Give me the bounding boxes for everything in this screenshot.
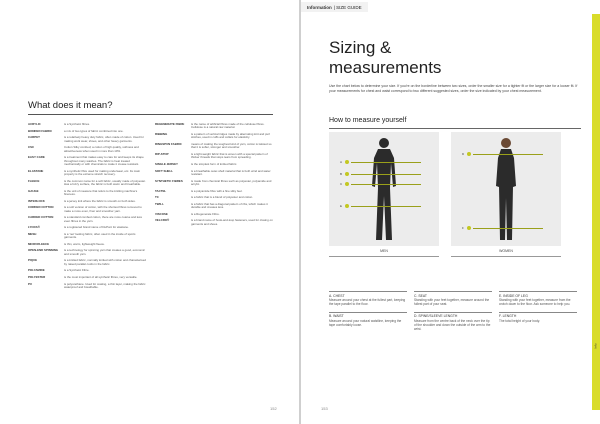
glossary-definition: is a soft version of cotton, with the shortest fibres removed to make a more even, finer and smoother yarn. xyxy=(64,205,142,213)
measure-description: Measure around your natural waistline, keeping the tape comfortably loose. xyxy=(329,318,402,327)
side-tab xyxy=(592,14,600,410)
glossary-entry xyxy=(155,163,273,166)
measure-rule xyxy=(414,291,492,292)
glossary-term: CARDED COTTON xyxy=(28,215,54,220)
measure-line-c xyxy=(351,184,421,185)
glossary-definition: is a fabric that has a diagonal pattern of ribs, which makes it durable and creases less. xyxy=(191,201,268,210)
glossary-term: PIQUE xyxy=(28,258,37,263)
glossary-definition: is a synthetic fibre used for making underwear, etc. Its main property is the extreme stretch recovery. xyxy=(64,168,140,176)
measure-item xyxy=(414,312,492,331)
glossary-term: ELASTANE xyxy=(28,168,44,173)
measure-rule xyxy=(414,312,492,313)
glossary-entry xyxy=(155,170,273,177)
glossary-entry xyxy=(28,243,146,246)
header-section: Information xyxy=(307,4,332,10)
glossary-definition: is a treatment that makes easy to care for and keeps its shape throughout many washes. The fabric is heat treated mechanically or with chemicals to make it crease resistant. xyxy=(64,155,144,166)
section-subtitle: How to measure yourself xyxy=(329,117,407,124)
glossary-entry xyxy=(28,259,146,266)
glossary-definition: is polyurethane. Used for coating, a thin layer, making the fabric waterproof and breathable. xyxy=(64,281,146,289)
measure-rule xyxy=(329,291,407,292)
glossary-entry xyxy=(155,180,273,187)
glossary-entry xyxy=(28,130,146,133)
man-silhouette xyxy=(369,136,399,244)
glossary-definition: is a Synthetic Fibre. xyxy=(64,268,90,273)
glossary-definition: is a Synthetic fibres. xyxy=(64,122,90,126)
marker-label-b: B xyxy=(340,172,343,176)
marker-a xyxy=(345,160,349,164)
glossary-term: GAUGE xyxy=(28,188,39,193)
page-number-right: 153 xyxy=(321,406,328,411)
marker-d xyxy=(467,152,471,156)
intro-text: Use the chart below to determine your size. If you're on the borderline between two sizes, order the smaller size for a tighter fit or the larger size for a looser fit. If your measurements for chest and waist correspond to two different suggested sizes, order the size indicated by your chest measurement. xyxy=(329,84,578,93)
glossary-term: INTERLOCK xyxy=(28,198,45,203)
measure-rule xyxy=(499,312,577,313)
glossary-definition: Cotton Silky combed; a cotton of high quality, softness and attractiveness when used in more than 10%. xyxy=(64,145,139,153)
glossary-term: FLEECE xyxy=(28,178,40,183)
glossary-entry xyxy=(28,226,146,229)
measure-description: Standing with your feet together, measure from the crotch down to the floor. Ask someone to help you. xyxy=(499,297,571,306)
glossary-term: POLYESTER xyxy=(28,274,46,279)
marker-e xyxy=(345,204,349,208)
men-label: MEN xyxy=(380,249,388,253)
header-subsection: SIZE GUIDE xyxy=(336,4,362,10)
glossary-entry xyxy=(155,219,273,226)
glossary-definition: is a fabric that is a blend of polyester and cotton. xyxy=(191,195,254,200)
glossary-definition: is a brand name of hook-and-loop fasteners, used for closing on garments and shoes. xyxy=(191,218,273,226)
glossary-term: PU xyxy=(28,281,33,286)
glossary-term: RINGSPUN FABRIC xyxy=(155,142,182,146)
measure-line-d xyxy=(473,154,543,155)
glossary-entry xyxy=(28,170,146,177)
glossary-entry xyxy=(28,249,146,256)
glossary-entry xyxy=(28,283,146,290)
glossary-entry xyxy=(28,233,146,240)
measure-column-3 xyxy=(499,291,577,329)
measure-item xyxy=(329,291,407,306)
glossary-definition: is a Regenerate Fibre. xyxy=(191,211,220,216)
glossary-entry xyxy=(28,216,146,223)
glossary-term: OPEN-END SPINNING xyxy=(28,248,59,253)
glossary-term: RIP-STOP xyxy=(155,152,169,156)
glossary-entry xyxy=(155,213,273,216)
subtitle-rule xyxy=(329,128,581,129)
glossary-entry xyxy=(28,146,146,153)
glossary-definition: is the unit of measure that refers to the knitting machine's fineness. xyxy=(64,188,138,196)
glossary-definition: is thin, warm, lightweight fleece. xyxy=(64,241,105,246)
women-label: WOMEN xyxy=(499,249,513,253)
measure-line-b xyxy=(351,174,421,175)
measure-line-e xyxy=(351,206,421,207)
measure-rule xyxy=(329,312,407,313)
glossary-term: ACRYLIC xyxy=(28,122,41,126)
marker-c xyxy=(345,182,349,186)
glossary-entry xyxy=(28,206,146,213)
glossary-entry xyxy=(155,143,273,150)
glossary-term: TACTEL xyxy=(155,188,167,193)
glossary-entry xyxy=(155,190,273,193)
marker-label-d: D xyxy=(462,152,465,156)
glossary-term: CSC xyxy=(28,145,35,150)
glossary-column-2 xyxy=(155,123,273,229)
glossary-term: RIBBING xyxy=(155,132,168,136)
marker-f xyxy=(467,226,471,230)
glossary-title: What does it mean? xyxy=(28,100,113,111)
measure-column-1 xyxy=(329,291,407,333)
marker-label-c: C xyxy=(340,182,343,186)
glossary-definition: is a jersey knit where the fabric is smooth on both sides. xyxy=(64,198,136,203)
glossary-term: VELCRO® xyxy=(155,218,170,223)
glossary-definition: is made from chemical fibres such as polyester, polyamide and acrylic. xyxy=(191,178,272,186)
measure-column-2 xyxy=(414,291,492,337)
glossary-definition: is the common name for a soft fabric, usually made of polyester. Has a fuzzy surface, the fabric is both warm and breathable. xyxy=(64,178,146,186)
glossary-definition: is a standard combed cotton, there are more coarse and less even fibres in the yarn. xyxy=(64,215,142,223)
women-label-rule xyxy=(451,256,561,257)
measure-item xyxy=(499,291,577,306)
glossary-entry xyxy=(28,190,146,197)
men-label-rule xyxy=(329,256,439,257)
measure-description: The total height of your body. xyxy=(499,318,541,323)
side-tab-label: Info xyxy=(593,343,598,349)
glossary-term: SINGLE JERSEY xyxy=(155,162,178,166)
measure-line-f xyxy=(473,228,543,229)
glossary-term: BONDED FABRIC xyxy=(28,128,53,133)
glossary-entry xyxy=(28,123,146,126)
glossary-term: CORDED COTTON xyxy=(28,205,54,210)
measure-description: Measure from the centre back of the neck over the tip of the shoulder and down the outside of the arm to the wrist. xyxy=(414,318,491,331)
glossary-term: TC xyxy=(155,195,159,200)
measure-title: C. SEAT xyxy=(414,293,427,298)
measure-title: B. WAIST xyxy=(329,314,344,319)
glossary-term: EASY CARE xyxy=(28,155,45,160)
measure-description: Measure around your chest at the fullest part, keeping the tape parallel to the floor. xyxy=(329,297,406,306)
title-line-2: measurements xyxy=(329,58,442,77)
glossary-entry xyxy=(28,180,146,187)
glossary-entry xyxy=(155,133,273,140)
measure-description: Standing with your feet together, measure around the fullest part of your seat. xyxy=(414,297,490,306)
section-header xyxy=(301,2,368,12)
header-bar xyxy=(301,0,600,14)
glossary-definition: is a 'net' looking fabric, often used in the inside of sports garments. xyxy=(64,231,136,240)
title-line-1: Sizing & xyxy=(329,38,392,57)
measure-rule xyxy=(499,291,577,292)
glossary-entry xyxy=(155,196,273,199)
title-rule xyxy=(28,114,273,115)
right-page xyxy=(301,0,600,424)
page-title xyxy=(329,38,441,78)
glossary-term: REGENERATE FIBRE xyxy=(155,122,185,126)
glossary-entry xyxy=(155,123,273,130)
measure-line-a xyxy=(351,162,421,163)
marker-b xyxy=(345,172,349,176)
measure-title: F. LENGTH xyxy=(499,314,517,319)
left-page xyxy=(0,0,299,424)
glossary-definition: is a technology for spinning yarn that creates a good, economic and smooth yarn. xyxy=(64,248,145,256)
header-divider: | xyxy=(333,4,337,10)
measure-item xyxy=(499,312,577,323)
glossary-definition: is a registered brand name of DuPont for elastane. xyxy=(64,225,129,230)
glossary-term: SOFT SHELL xyxy=(155,168,173,173)
glossary-entry xyxy=(28,269,146,272)
glossary-definition: is a knitted fabric, normally knitted with cotton and characterised by raised parallel cords in the fabric. xyxy=(64,258,146,266)
glossary-entry xyxy=(28,136,146,143)
glossary-term: SYNTHETIC FIBRES xyxy=(155,178,183,183)
glossary-definition: is the simplest form of knitted fabric. xyxy=(191,162,238,166)
glossary-definition: is the most important of all synthetic fibres, very versatile. xyxy=(64,274,138,279)
glossary-term: MICROFLEECE xyxy=(28,241,50,246)
glossary-definition: means of making the toughest kind of yarn, cotton is twisted so that it is softer, stronger and smoother. xyxy=(191,142,272,150)
glossary-term: POLYAMIDE xyxy=(28,268,45,273)
glossary-term: TWILL xyxy=(155,201,164,206)
glossary-column-1 xyxy=(28,123,146,293)
glossary-definition: is a polyamide fibre with a fine silky feel. xyxy=(191,188,243,193)
glossary-term: CARPET xyxy=(28,135,40,140)
measure-item xyxy=(414,291,492,306)
glossary-definition: is a relatively heavy duty fabric, often made of cotton. Used for making work wear, shoes, and other heavy garments. xyxy=(64,135,144,143)
glossary-definition: is a breathable outer-shell material that is both wind and water resistant. xyxy=(191,168,271,176)
glossary-entry xyxy=(28,200,146,203)
glossary-entry xyxy=(155,203,273,210)
marker-label-e: E xyxy=(340,204,343,208)
measure-item xyxy=(329,312,407,327)
women-figure xyxy=(451,132,561,246)
marker-label-a: A xyxy=(340,160,343,164)
page-number-left: 152 xyxy=(270,406,277,411)
glossary-term: LYCRA® xyxy=(28,225,40,230)
glossary-definition: is the name of artificial fibres made of the cellulose fibres. Cellulose is a natural raw material. xyxy=(191,122,265,130)
glossary-entry xyxy=(28,276,146,279)
glossary-entry xyxy=(28,156,146,166)
glossary-definition: is a light-weight fabric that is woven with a special pattern of thicker threads that stops tears from spreading. xyxy=(191,152,268,160)
marker-label-f: F xyxy=(462,226,464,230)
glossary-definition: is a pattern of vertical ridges made by alternating knit and purl stitches, used in cuffs and collars for elasticity. xyxy=(191,132,270,140)
men-figure xyxy=(329,132,439,246)
measure-title: E. INSIDE OF LEG xyxy=(499,293,528,298)
measure-title: A. CHEST xyxy=(329,293,345,298)
glossary-term: VISCOSE xyxy=(155,211,168,216)
glossary-definition: a mix of two types of fabric combined into one. xyxy=(64,128,124,133)
glossary-term: MESH xyxy=(28,231,37,236)
glossary-entry xyxy=(155,153,273,160)
measure-title: D. SPINE/SLEEVE LENGTH xyxy=(414,314,458,319)
